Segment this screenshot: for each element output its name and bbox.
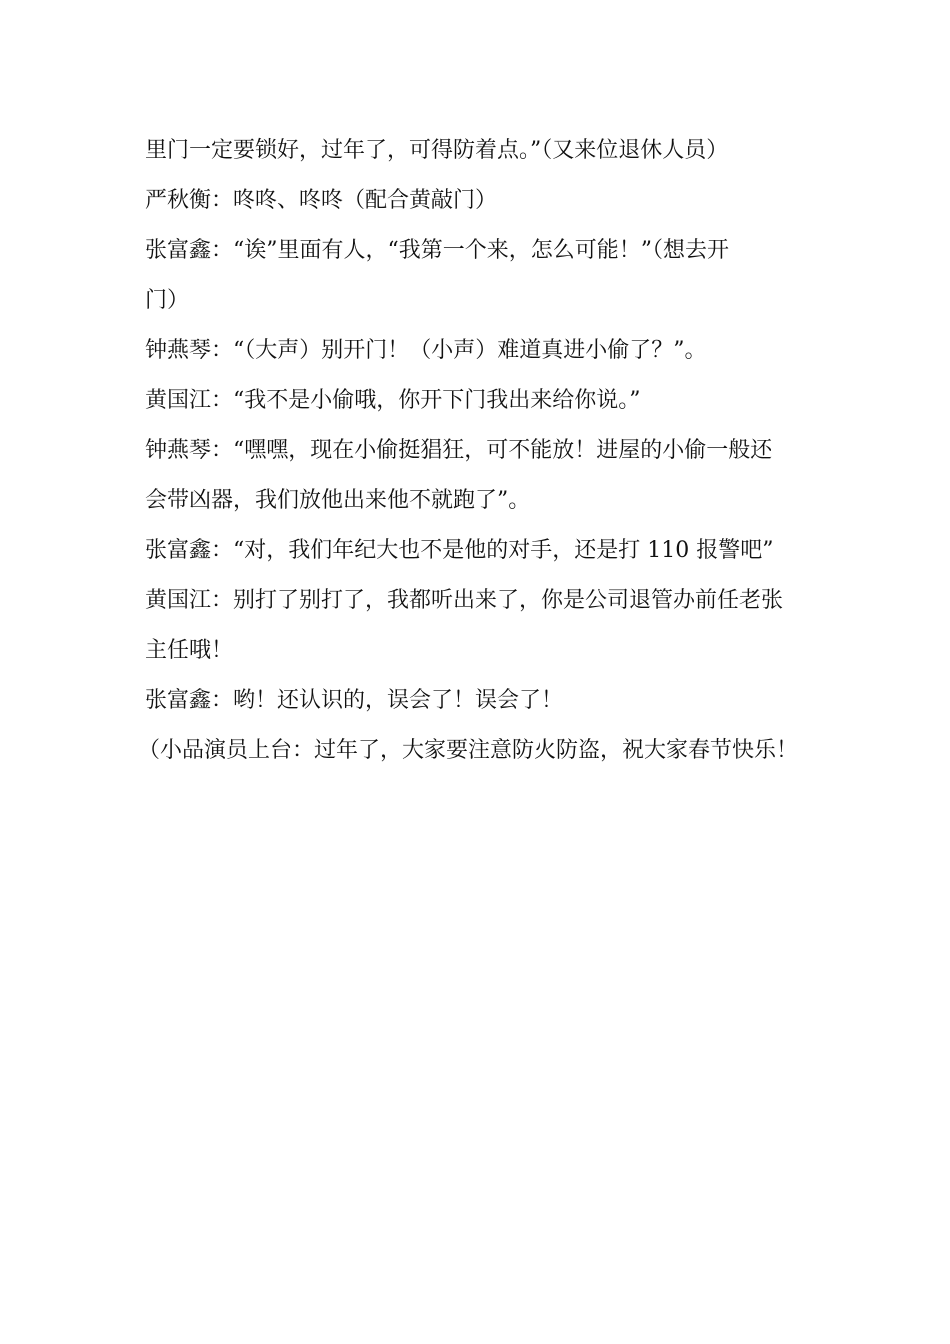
script-line: 钟燕琴：“嘿嘿，现在小偷挺猖狂，可不能放！进屋的小偷一般还: [145, 438, 773, 463]
script-line: 张富鑫：“诶”里面有人，“我第一个来，怎么可能！”（想去开: [145, 238, 729, 263]
stage-direction-line: （小品演员上台：过年了，大家要注意防火防盗，祝大家春节快乐！: [138, 738, 799, 763]
script-line: 黄国江：别打了别打了，我都听出来了，你是公司退管办前任老张: [145, 588, 784, 613]
script-line: 张富鑫：“对，我们年纪大也不是他的对手，还是打 110 报警吧”: [145, 538, 774, 563]
script-line: 会带凶器，我们放他出来他不就跑了”。: [145, 488, 531, 513]
script-line: 门）: [145, 288, 190, 313]
script-line: 里门一定要锁好，过年了，可得防着点。”（又来位退休人员）: [145, 138, 729, 163]
script-line: 主任哦！: [145, 638, 234, 663]
script-line: 钟燕琴：“（大声）别开门！（小声）难道真进小偷了？”。: [145, 338, 707, 363]
script-line: 严秋衡：咚咚、咚咚（配合黄敲门）: [145, 188, 498, 213]
script-line: 黄国江：“我不是小偷哦，你开下门我出来给你说。”: [145, 388, 641, 413]
script-line: 张富鑫：哟！还认识的，误会了！误会了！: [145, 688, 564, 713]
